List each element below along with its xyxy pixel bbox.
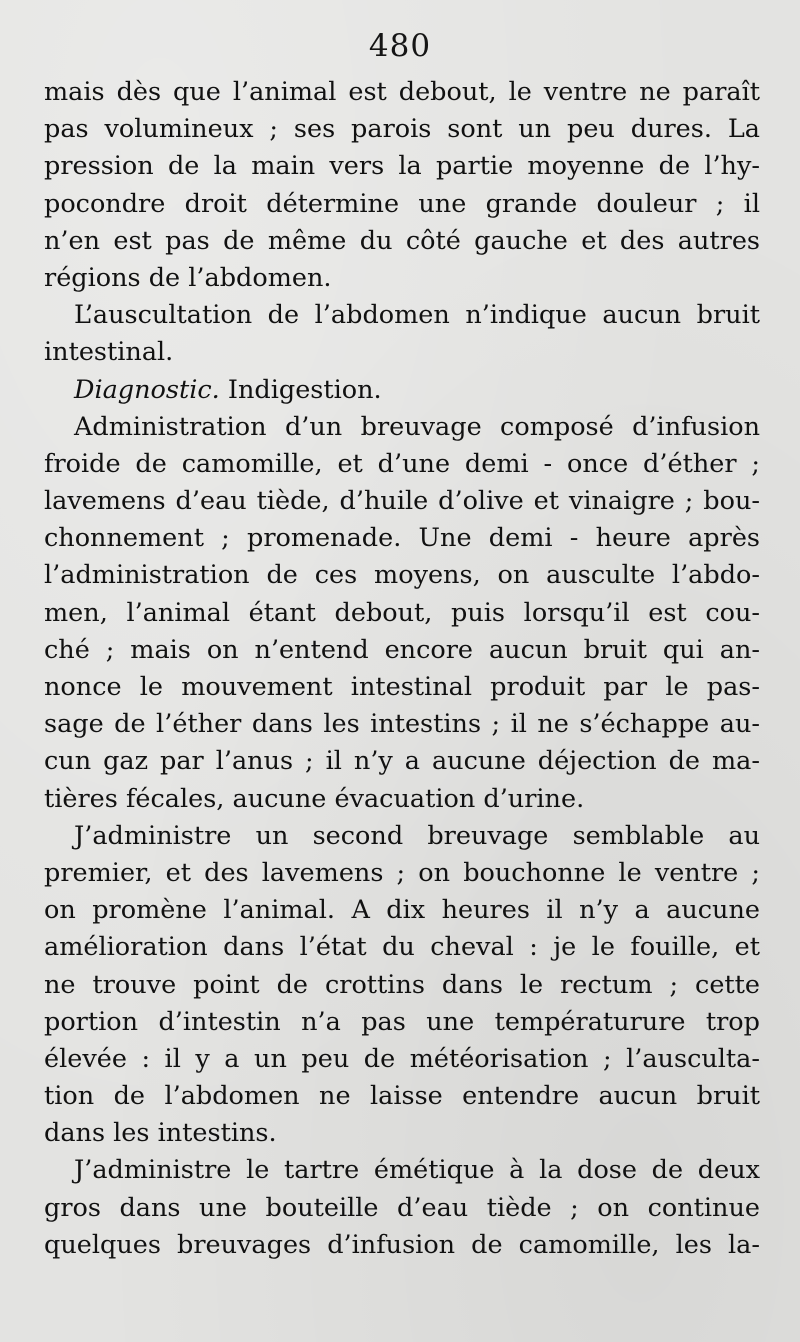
text-line [44,929,760,966]
text-line [44,669,760,706]
line-text: men, l’animal étant debout, puis lorsqu’il est cou- [44,597,760,628]
line-text: ne trouve point de crottins dans le rectum ; cette [44,969,760,1000]
text-line [44,1227,760,1264]
line-text: pocondre droit détermine une grande douleur ; il [44,188,760,219]
line-text: lavemens d’eau tiède, d’huile d’olive et vinaigre ; bou- [44,486,760,517]
line-text: n’en est pas de même du côté gauche et des autres [44,225,760,256]
line-text: tion de l’abdomen ne laisse entendre aucun bruit [44,1081,760,1112]
line-text: l’administration de ces moyens, on ausculte l’abdo- [44,560,760,591]
line-text: J’administre le tartre émétique à la dose de deux [74,1155,760,1186]
line-text: sage de l’éther dans les intestins ; il ne s’échappe au- [44,709,760,740]
text-line [44,520,760,557]
text-line [44,260,760,297]
text-line [44,1004,760,1041]
text-line [44,1152,760,1189]
line-text: élevée : il y a un peu de météorisation ; l’ausculta- [44,1043,760,1074]
text-line [44,148,760,185]
line-text: portion d’intestin n’a pas une températurure trop [44,1006,760,1037]
line-text: régions de l’abdomen. [44,262,332,293]
text-line [44,1190,760,1227]
line-text: L’auscultation de l’abdomen n’indique aucun bruit [74,300,760,331]
text-line [44,483,760,520]
text-line [44,446,760,483]
body-text [44,74,760,1264]
line-text: mais dès que l’animal est debout, le ventre ne paraît [44,77,760,107]
line-text: pression de la main vers la partie moyenne de l’hy- [44,151,760,182]
text-line [44,334,760,371]
text-line [44,186,760,223]
page-number: 480 [368,28,432,64]
line-text: J’administre un second breuvage semblable au [74,820,760,851]
line-text: Indigestion. [227,374,382,405]
line-text: quelques breuvages d’infusion de camomille, les la- [44,1229,760,1260]
line-text: on promène l’animal. A dix heures il n’y a aucune [44,895,760,926]
line-text: pas volumineux ; ses parois sont un peu dures. La [44,114,760,145]
text-line [44,706,760,743]
text-line [44,855,760,892]
text-line [44,557,760,594]
text-line [44,595,760,632]
text-line [44,781,760,818]
text-line [44,632,760,669]
text-line [44,892,760,929]
line-text: gros dans une bouteille d’eau tiède ; on continue [44,1192,760,1223]
line-text: intestinal. [44,337,174,368]
text-line [44,409,760,446]
line-text: tières fécales, aucune évacuation d’urine. [44,783,585,814]
text-line [44,818,760,855]
line-text: froide de camomille, et d’une demi - once d’éther ; [44,448,760,479]
text-line [44,1078,760,1115]
line-text: dans les intestins. [44,1118,277,1149]
text-line [44,967,760,1004]
line-text: premier, et des lavemens ; on bouchonne le ventre ; [44,857,760,888]
text-line [44,372,760,409]
line-text: Administration d’un breuvage composé d’infusion [74,411,760,442]
line-text: ché ; mais on n’entend encore aucun bruit qui an- [44,634,760,665]
text-line [44,297,760,334]
italic-heading: Diagnostic. [74,374,220,405]
text-line [44,743,760,780]
text-line [44,1115,760,1152]
text-line [44,223,760,260]
line-text: chonnement ; promenade. Une demi - heure après [44,523,760,554]
line-text: nonce le mouvement intestinal produit par le pas- [44,672,760,702]
line-text: amélioration dans l’état du cheval : je le fouille, et [44,932,760,963]
text-line [44,111,760,148]
text-line [44,1041,760,1078]
text-line [44,74,760,111]
line-text: cun gaz par l’anus ; il n’y a aucune déjection de ma- [44,746,760,777]
